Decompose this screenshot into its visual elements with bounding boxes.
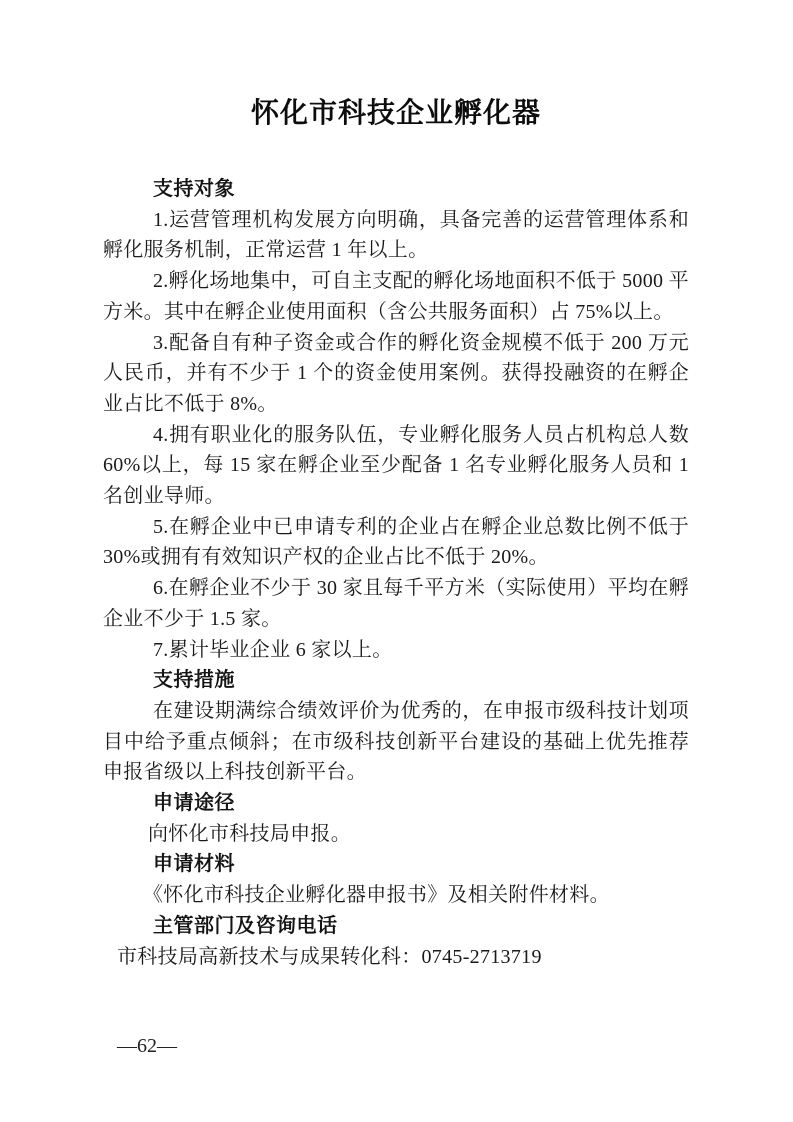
application-materials-heading: 申请材料 — [153, 853, 235, 876]
support-target-item-1: 1.运营管理机构发展方向明确，具备完善的运营管理体系和孵化服务机制，正常运营 1 年以上。 — [103, 208, 689, 262]
application-channel-heading: 申请途径 — [153, 792, 235, 815]
page-title: 怀化市科技企业孵化器 — [250, 98, 541, 129]
support-target-item-4: 4.拥有职业化的服务队伍，专业孵化服务人员占机构总人数 60%以上，每 15 家在孵企业至少配备 1 名专业孵化服务人员和 1 名创业导师。 — [103, 423, 689, 508]
support-target-item-5: 5.在孵企业中已申请专利的企业占在孵企业总数比例不低于 30%或拥有有效知识产权的企业占比不低于 20%。 — [103, 515, 689, 569]
support-target-item-3: 3.配备自有种子资金或合作的孵化资金规模不低于 200 万元人民币，并有不少于 1 个的资金使用案例。获得投融资的在孵企业占比不低于 8%。 — [103, 331, 689, 415]
support-target-item-7: 7.累计毕业企业 6 家以上。 — [153, 638, 393, 661]
department-contact-heading: 主管部门及咨询电话 — [153, 914, 338, 937]
support-targets-heading: 支持对象 — [153, 178, 235, 200]
section-application-materials — [103, 849, 689, 910]
section-application-channel — [103, 788, 689, 849]
section-support-measures — [103, 665, 689, 788]
section-department-contact — [103, 911, 689, 972]
support-target-item-6: 6.在孵企业不少于 30 家且每千平方米（实际使用）平均在孵企业不少于 1.5 家。 — [103, 577, 689, 630]
application-materials-paragraph: 《怀化市科技企业孵化器申报书》及相关附件材料。 — [143, 884, 610, 907]
support-target-item-2: 2.孵化场地集中，可自主支配的孵化场地面积不低于 5000 平方米。其中在孵企业使用面积（含公共服务面积）占 75%以上。 — [103, 270, 689, 323]
document-content — [103, 98, 689, 972]
support-measures-paragraph: 在建设期满综合绩效评价为优秀的，在申报市级科技计划项目中给予重点倾斜；在市级科技创新平台建设的基础上优先推荐申报省级以上科技创新平台。 — [103, 699, 689, 784]
application-channel-paragraph: 向怀化市科技局申报。 — [148, 822, 351, 845]
support-measures-heading: 支持措施 — [153, 669, 235, 692]
department-contact-paragraph: 市科技局高新技术与成果转化科：0745-2713719 — [117, 945, 542, 968]
section-support-targets — [103, 174, 689, 665]
page-number: —62— — [117, 1035, 177, 1057]
